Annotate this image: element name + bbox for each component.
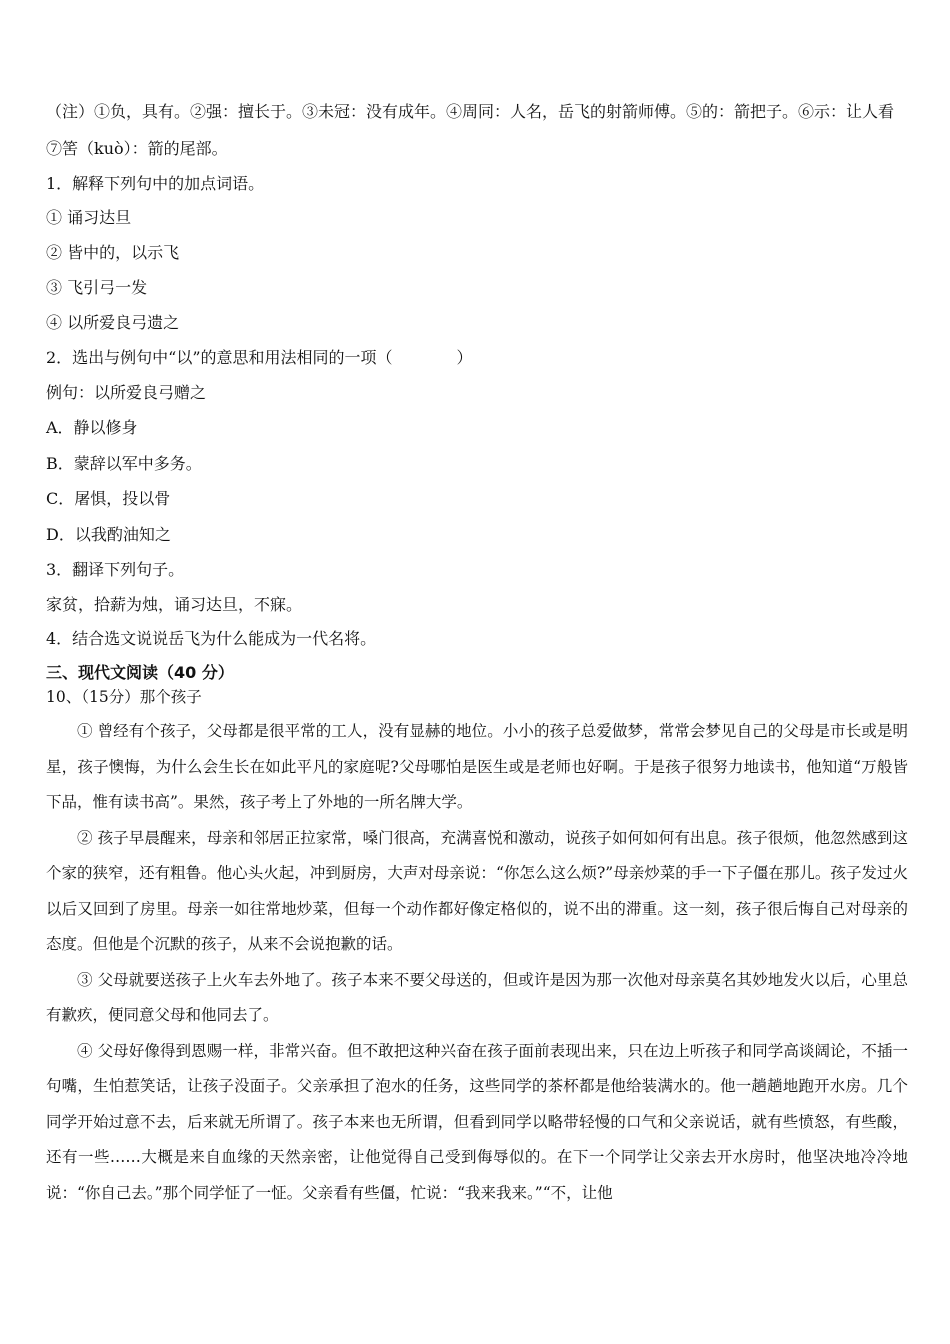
question-3-sentence: 家贫，拾薪为烛，诵习达旦，不寐。 [46, 595, 303, 614]
question-2-option-a: A．静以修身 [46, 418, 138, 437]
question-10-title: 10、（15分）那个孩子 [46, 688, 202, 706]
question-1-item: ③ 飞引弓一发 [46, 278, 148, 297]
question-2-option-d: D．以我酌油知之 [46, 525, 171, 544]
question-4-stem: 4．结合选文说说岳飞为什么能成为一代名将。 [46, 629, 377, 648]
passage-paragraph-2: ② 孩子早晨醒来，母亲和邻居正拉家常，嗓门很高，充满喜悦和激动，说孩子如何如何有出息。孩子很烦，他忽然感到这个家的狭窄，还有粗鲁。他心头火起，冲到厨房，大声对母亲说：“你怎么这么烦?”母亲炒菜的手一下子僵在那儿。孩子发过火以后又回到了房里。母亲一如往常地炒菜，但每一个动作都好像定格似的，说不出的滞重。这一刻，孩子很后悔自己对母亲的态度。但他是个沉默的孩子，从来不会说抱歉的话。 [46, 828, 908, 953]
question-3-stem: 3．翻译下列句子。 [46, 560, 185, 579]
passage-paragraph-3: ③ 父母就要送孩子上火车去外地了。孩子本来不要父母送的，但或许是因为那一次他对母亲莫名其妙地发火以后，心里总有歉疚，便同意父母和他同去了。 [46, 970, 908, 1024]
section-heading: 三、现代文阅读（40 分） [46, 663, 234, 682]
question-2-stem: 2．选出与例句中“以”的意思和用法相同的一项（ ） [46, 348, 473, 367]
notes-line-1: （注）①负，具有。②强：擅长于。③未冠：没有成年。④周同：人名，岳飞的射箭师傅。⑤的：箭把子。⑥示：让人看 [46, 102, 895, 121]
reading-passage [46, 714, 908, 1211]
passage-paragraph-4: ④ 父母好像得到恩赐一样，非常兴奋。但不敢把这种兴奋在孩子面前表现出来，只在边上听孩子和同学高谈阔论，不插一句嘴，生怕惹笑话，让孩子没面子。父亲承担了泡水的任务，这些同学的茶杯都是他给装满水的。他一趟趟地跑开水房。几个同学开始过意不去，后来就无所谓了。孩子本来也无所谓，但看到同学以略带轻慢的口气和父亲说话，就有些愤怒，有些酸，还有一些……大概是来自血缘的天然亲密，让他觉得自己受到侮辱似的。在下一个同学让父亲去开水房时，他坚决地冷冷地说：“你自己去。”那个同学怔了一怔。父亲看有些僵，忙说：“我来我来。”“不，让他 [46, 1041, 908, 1202]
question-1-item: ① 诵习达旦 [46, 208, 132, 227]
notes-line-2: ⑦筈（kuò）：箭的尾部。 [46, 139, 228, 158]
passage-paragraph-1: ① 曾经有个孩子，父母都是很平常的工人，没有显赫的地位。小小的孩子总爱做梦，常常会梦见自己的父母是市长或是明星，孩子懊悔，为什么会生长在如此平凡的家庭呢?父母哪怕是医生或是老师也好啊。于是孩子很努力地读书，他知道“万般皆下品，惟有读书高”。果然，孩子考上了外地的一所名牌大学。 [46, 722, 908, 811]
question-1-stem: 1．解释下列句中的加点词语。 [46, 174, 265, 193]
question-1-item: ④ 以所爱良弓遗之 [46, 313, 180, 332]
question-2-option-c: C．屠惧，投以骨 [46, 489, 171, 508]
question-1-item: ② 皆中的，以示飞 [46, 243, 180, 262]
question-2-example: 例句：以所爱良弓赠之 [46, 383, 207, 402]
question-2-option-b: B．蒙辞以军中多务。 [46, 454, 202, 473]
